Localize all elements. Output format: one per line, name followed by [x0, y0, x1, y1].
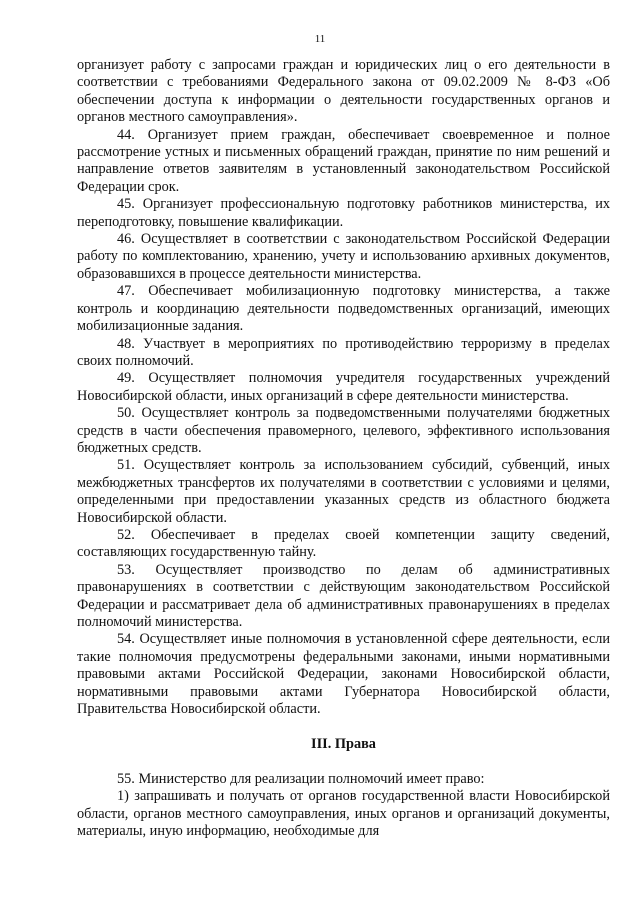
item-47: 47. Обеспечивает мобилизационную подготовку министерства, а также контроль и координацию деятельности подведомственных организаций, имеющих мобилизационные задания. [77, 283, 610, 335]
continuation-paragraph: организует работу с запросами граждан и юридических лиц о его деятельности в соответствии с требованиями Федерального закона от 09.02.2009 № 8-ФЗ «Об обеспечении доступа к информации о деятельности государственных органов и органов местного самоуправления». [77, 57, 610, 126]
document-body [77, 57, 610, 840]
item-49: 49. Осуществляет полномочия учредителя государственных учреждений Новосибирской области, иных организаций в сфере деятельности министерства. [77, 370, 610, 404]
item-45: 45. Организует профессиональную подготовку работников министерства, их переподготовку, повышение квалификации. [77, 196, 610, 230]
item-50: 50. Осуществляет контроль за подведомственными получателями бюджетных средств в части обеспечения правомерного, целевого, эффективного использования бюджетных средств. [77, 405, 610, 456]
rights-item-1: 1) запрашивать и получать от органов государственной власти Новосибирской области, органов местного самоуправления, иных органов и организаций документы, материалы, иную информацию, необходимые для [77, 788, 610, 840]
item-48: 48. Участвует в мероприятиях по противодействию терроризму в пределах своих полномочий. [77, 335, 610, 369]
section-heading: III. Права [311, 736, 376, 753]
item-46: 46. Осуществляет в соответствии с законодательством Российской Федерации работу по комплектованию, хранению, учету и использованию архивных документов, образовавшихся в процессе деятельности министерства. [77, 231, 610, 282]
item-54: 54. Осуществляет иные полномочия в установленной сфере деятельности, если такие полномочия предусмотрены федеральными законами, иными нормативными правовыми актами Российской Федерации, законами Новосибирской области, нормативными правовыми актами Губернатора Новосибирской области, Правительства Новосибирской области. [77, 631, 610, 718]
rights-intro: 55. Министерство для реализации полномочий имеет право: [117, 770, 485, 787]
item-51: 51. Осуществляет контроль за использованием субсидий, субвенций, иных межбюджетных трансфертов их получателями в соответствии с условиями и целями, определенными при предоставлении указанных средств из областного бюджета Новосибирской области. [77, 457, 610, 526]
page-number: 11 [314, 33, 326, 45]
item-44: 44. Организует прием граждан, обеспечивает своевременное и полное рассмотрение устных и письменных обращений граждан, принятие по ним решений и направление ответов заявителям в установленный законодательством Российской Федерации срок. [77, 126, 610, 195]
item-52: 52. Обеспечивает в пределах своей компетенции защиту сведений, составляющих государственную тайну. [77, 526, 610, 561]
item-53: 53. Осуществляет производство по делам об административных правонарушениях в соответствии с действующим законодательством Российской Федерации и рассматривает дела об административных правонарушениях в пределах полномочий министерства. [77, 561, 610, 630]
